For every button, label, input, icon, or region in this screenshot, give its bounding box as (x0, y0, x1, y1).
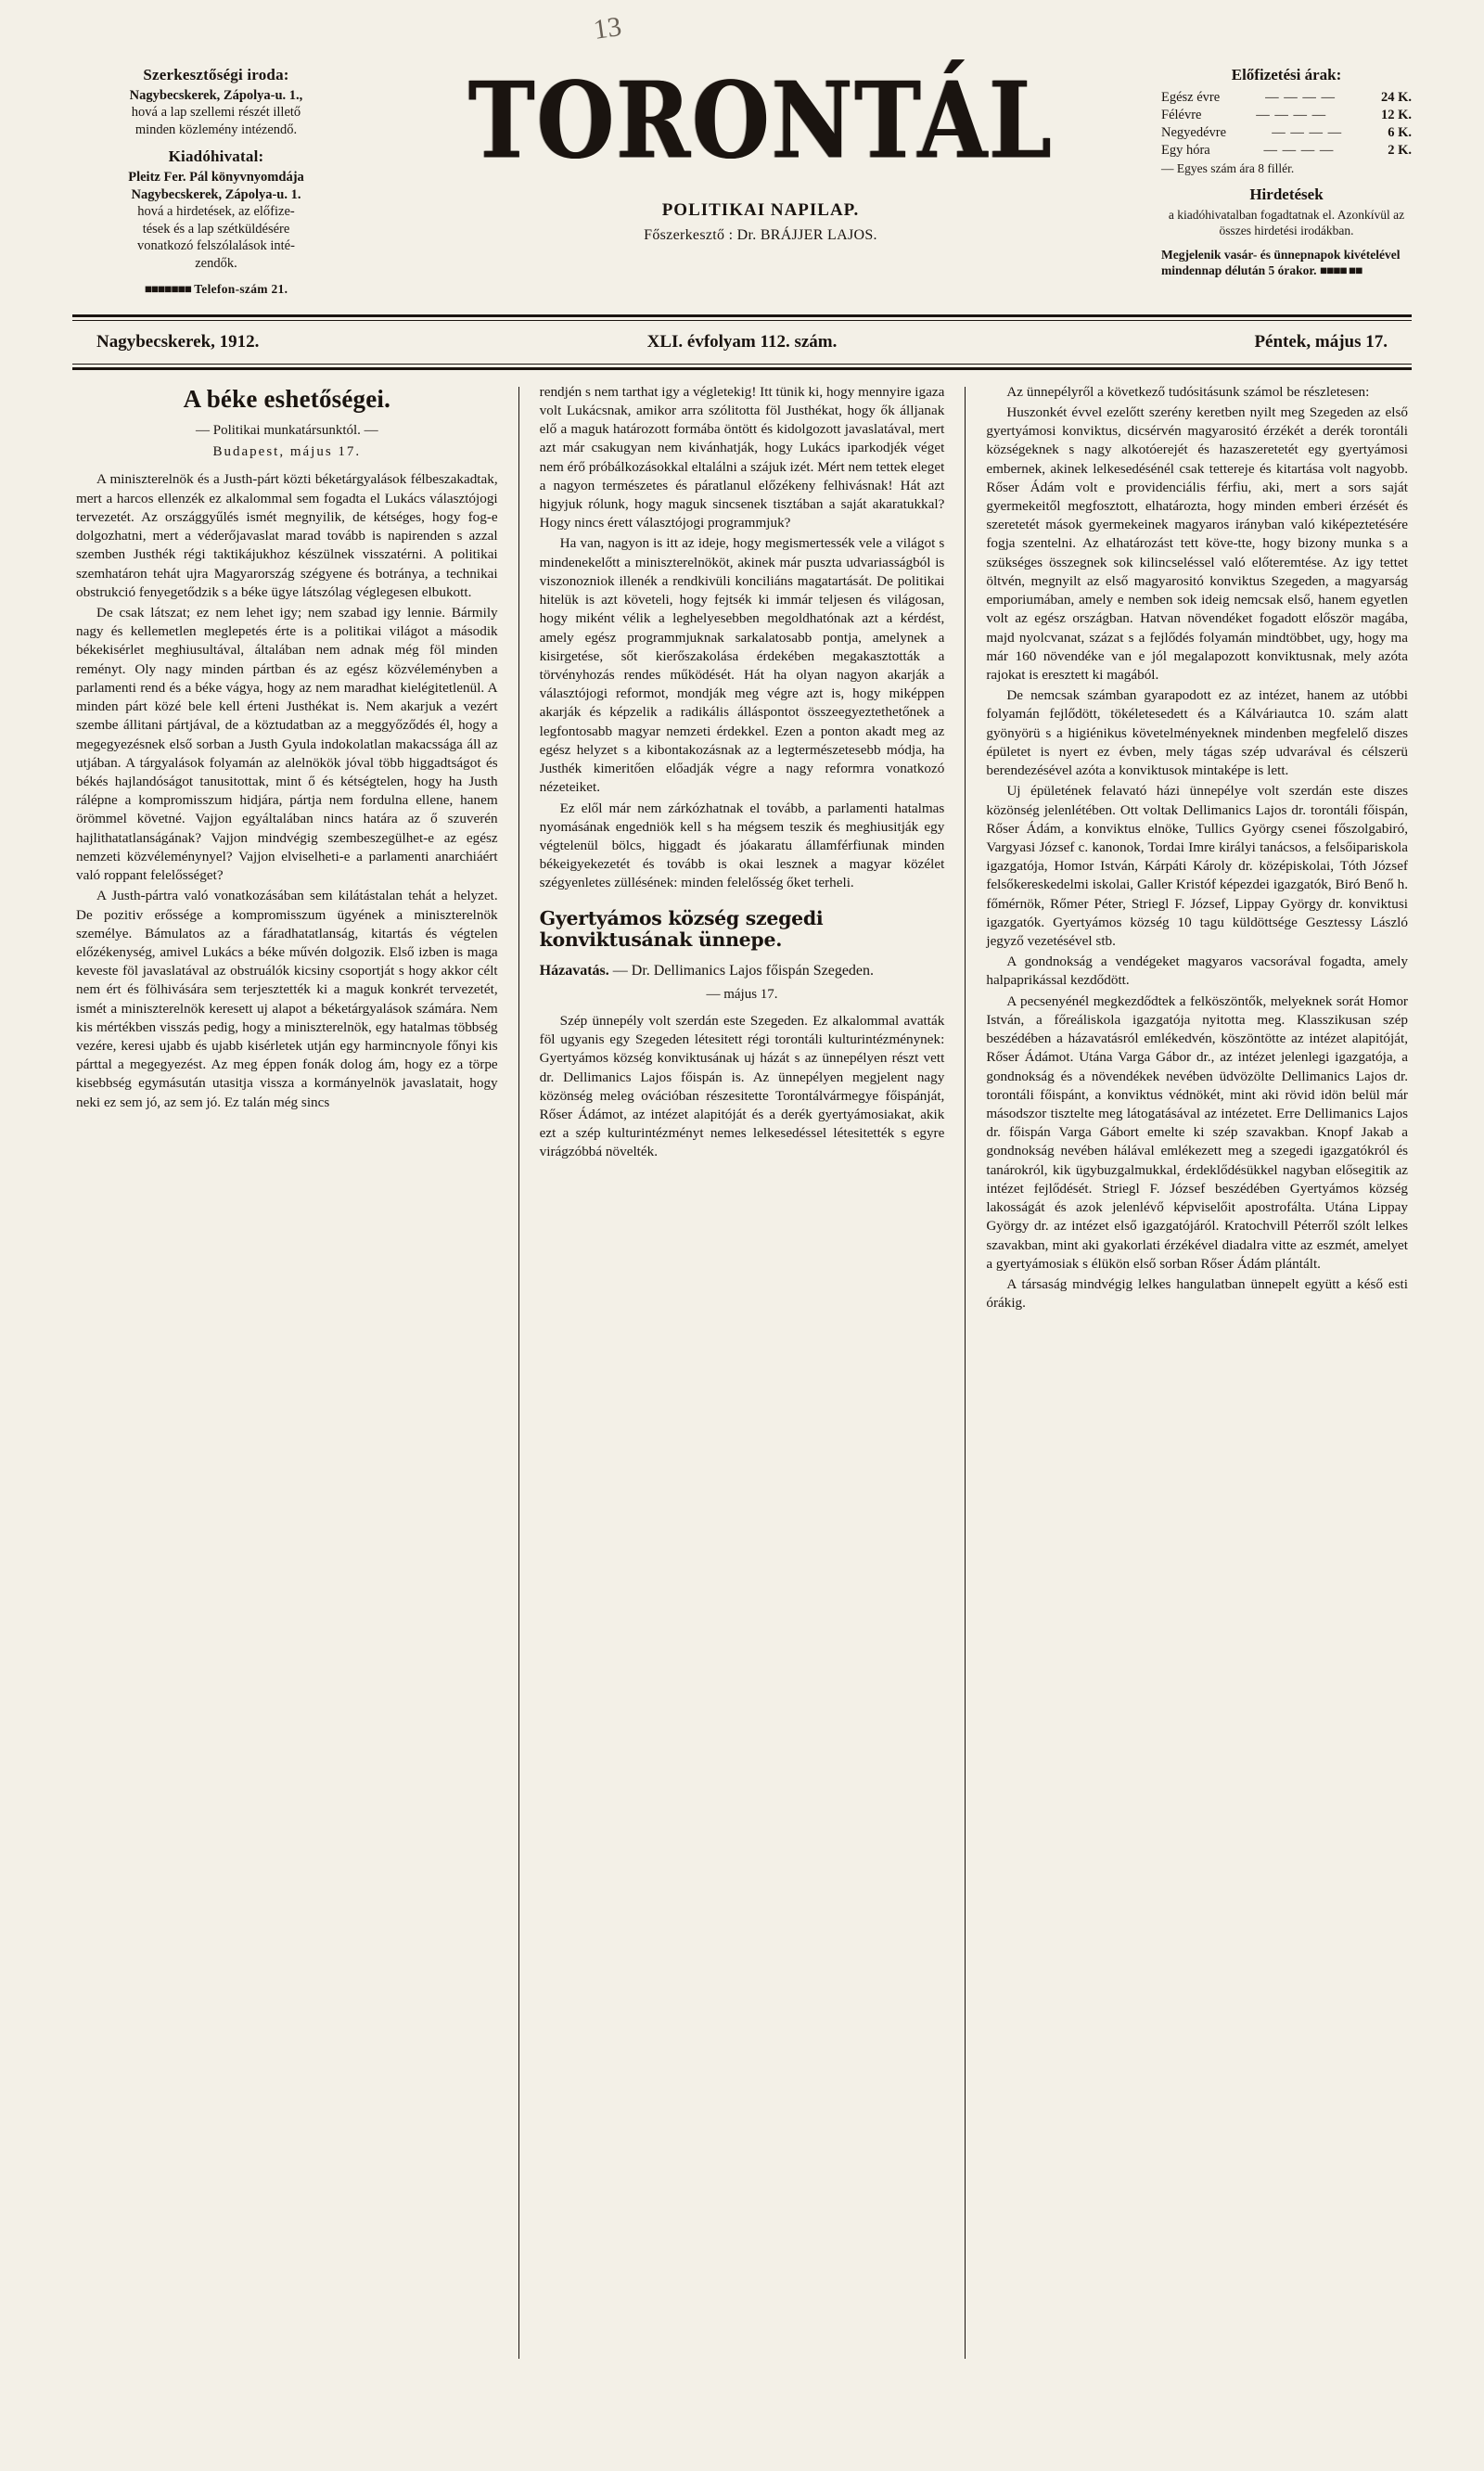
price-row (1161, 124, 1412, 142)
publishing-schedule-note (1161, 248, 1412, 279)
editorial-office-title: Szerkesztőségi iroda: (143, 66, 289, 83)
price-dash: — — — — (1272, 124, 1343, 140)
single-copy-price: — Egyes szám ára 8 fillér. (1161, 161, 1295, 176)
issue-divider-thin (72, 364, 1412, 365)
price-label: Félévre (1161, 107, 1202, 122)
article-title: A béke eshetőségei. (183, 384, 391, 413)
price-label: Egy hóra (1161, 142, 1210, 158)
price-label: Negyedévre (1161, 124, 1227, 140)
article2-lead-rest: — Dr. Dellimanics Lajos főispán Szegeden. (608, 962, 875, 979)
article2-lead-bold: Házavatás. (539, 962, 609, 979)
masthead-left-info (72, 65, 360, 298)
price-amount: 2 K. (1388, 142, 1412, 158)
column-1 (72, 383, 518, 2368)
masthead-right-info (1161, 65, 1412, 279)
article-paragraph: Huszonkét évvel ezelőtt szerény keretben nyilt meg Szegeden az első gyertyámosi konviktus, dicsérvén magyarositó érzékét a derék torontáli községeknek s nagy alkotóerejét és hazaszeretetét egy gyertyámosi embernek, akinek lelkesedésénél csak tettereje és kitartása volt nagyobb. Rőser Ádám volt e providenciális férfiu, aki, mert a sors saját gyermekeitől megfosztott, elhatározta, hogy minden emberi érzését és szeretetét mások gyermekeinek magyaros irányban való kiképeztetésére fogja szentelni. Az elhatározást tett köve-tte, hogy bizony munka s a szükséges összegnek sok kilincseléssel való előteremtése. Az igy tettet öltvén, megnyilt az első magyarositó konviktus Szegeden, a magyarság emporiumában, amely e nemben sok ideig nemcsak első, hanem egyetlen volt az egész országban. Hatvan növendéket fogadott először magába, majd nyolcvanat, százat s a fejlődés folyamán mindtöbbet, ugy, hogy ma már 160 növendéke van e jól megalapozott konviktusnak, mely azóta rajokat is eresztett ki magából. (986, 403, 1408, 683)
column-3 (966, 383, 1412, 2368)
editorial-office-line-3: minden közlemény intézendő. (134, 122, 298, 137)
publishing-office-line-5: vonatkozó felszólalások inté- (137, 238, 295, 254)
price-row (1161, 89, 1412, 107)
article-paragraph: Az ünnepélyről a következő tudósitásunk számol be részletesen: (1006, 383, 1370, 400)
editorial-office-line-2: hová a lap szellemi részét illető (131, 105, 301, 121)
price-amount: 6 K. (1388, 124, 1412, 140)
advertisements-text: a kiadóhivatalban fogadtatnak el. Azonkívül az összes hirdetési irodákban. (1168, 208, 1405, 237)
newspaper-logo: TORONTÁL (467, 58, 1054, 183)
article-paragraph: A Justh-pártra való vonatkozásában sem kilátástalan tehát a helyzet. De pozitiv erőssége a kompromisszum ügyének a miniszterelnök személye. Bámulatos az a fáradhatatlanság, kitartás és végtelen előzékenység, amivel Lukács a béke művén dolgozik. Első izben is maga keveste föl javaslatával az obstruálók kicsiny csoportját s hogy akkor célt nem ért és fölhivására sem terjesztették ki a maguk konkrét tervezetét, ismét a miniszterelnök keresett uj alapot a béketárgyalások számára. Nem kis mértékben visszás pedig, hogy a miniszterelnök, egy hatalmas többség vezére, keresi ujabb és ujabb kisérletek utján egy harmincnyole főnyi kis párttal a megegyezést. Az meg éppen fonák dolog ám, hogy ez a törpe kisebbség egymásután utasitja vissza a kormányelnök javaslatait, hogy neki ez sem jó, az sem jó. Ez talán még sincs (76, 888, 498, 1110)
issue-divider-thick (72, 367, 1412, 370)
price-amount: 24 K. (1380, 90, 1412, 106)
issue-place-year: Nagybecskerek, 1912. (96, 331, 260, 352)
price-label: Egész évre (1161, 90, 1221, 106)
article-paragraph: De nemcsak számban gyarapodott ez az intézet, hanem az utóbbi folyamán fejlődött, tökéletesedett és a Kálváriautca 10. szám alatt gyönyörü s a higiénikus követelményeknek mindenben megfelelő diszes épületet is nyert ez évben, mely tágas szép udvarával és célszerü berendezésével azóta a konviktusok mintaképe is lett. (986, 687, 1408, 779)
article-paragraph: De csak látszat; ez nem lehet igy; nem szabad igy lennie. Bármily nagy és kellemetlen meglepetés érte is a politikai világot a második békekisérlet meghiusultával, általában nem adnak még föl minden reményt. Oly nagy minden pártban és az egész közvéleményben a parlamenti rend és a béke vágya, hogy az nem maradhat kielégitetlenül. A minden párt közé bele kell érteni Justhékat is. Nem akarjuk a vezért szembe állitani pártjával, de a köztudatban az a meggyőződés él, hogy a megegyezésnek első sorban a Justh Gyula indokolatlan makacssága áll az utjában. A tárgyalások folyamán az alelnökök jóval több higgadtságot és békés hajlandóságot tanusitottak, mint ő és kétségtelen, hogy ha Justh rálépne a kompromisszum hidjára, pártja nem fordulna ellene, hanem örömmel követné. Vajjon egyáltalában nincs határa az ő szuverén hajlithatatlanságának? Vajjon mindvégig szembeszegülhet-e az egész nemzeti közvéleménynyel? Vajjon elviselheti-e a parlamenti anarchiáért való roppant felelősséget? (76, 605, 498, 884)
article-paragraph: A miniszterelnök és a Justh-párt közti béketárgyalások félbeszakadtak, mert a harcos ellenzék ez alkalommal sem fogadta el Lukács választójogi tervezetét. Az országgyűlés ismét megnyilik, de kétséges, hogy fog-e dolgozhatni, mert a véderőjavaslat marad tovább is napirenden s azzal szemben Justhék régi taktikájukhoz készülnek visszatérni. A politikai szemhatáron tehát ujra Magyarország szégyene és botránya, a technikai obstrukció fenyegetődzik s a béke ügye látszólag véglegesen elbukott. (76, 471, 498, 600)
article-paragraph: Szép ünnepély volt szerdán este Szegeden. Ez alkalommal avatták föl ugyanis egy Szegeden létesitett régi torontáli kulturintézménynek: Gyertyámos község konviktusának uj házát s az ünnepélyen részt vett dr. Dellimanics Lajos főispán is. Az ünnepélyen megjelent nagy közönség meleg ovációban részesitette Torontálvármegye főispánját, Rőser Ádámot, az intézet alapitóját és a derék gyertyámosiakat, akik ezt a szép kulturintézményt nemes lelkesedéssel létesitették s egyre virágzóbbá növelték. (539, 1012, 945, 1160)
editorial-office (72, 65, 360, 138)
article-paragraph: Uj épületének felavató házi ünnepélye volt szerdán este diszes közönség jelenlétében. Ott voltak Dellimanics Lajos dr. torontáli főispán, Rőser Ádám, a konviktus elnöke, Tullics György csenei főszolgabiró, Vargyasi József c. kanonok, Tordai Imre királyi tanácsos, a felsőipariskola igazgatója, Homor István, Kárpáti Károly dr. középiskolai, Tóth József felsőkereskedelmi iskolai, Galler Kristóf képezdei igazgatók, Biró Benő h. főmérnök, Rőmer Péter, Striegl F. József, Lippay György dr. konviktusi igazgatók. Gyertyámos község 10 tagu küldöttsége Gesztessy László jegyző vezetésével stb. (986, 783, 1408, 950)
article-paragraph: rendjén s nem tarthat igy a végletekig! Itt tünik ki, hogy mennyire igaza volt Lukácsnak, amikor arra szólitotta föl Justhékat, hogy ők álljanak elő a maguk határozott formába öntött és kidolgozott javaslatával, mert azt már csakugyan nem kivánhatják, hogy Lukács iparkodjék véget nem érő próbálkozásokkal eltalálni a szájuk izét. Mért nem tettek eleget a nagyon természetes és páratlanul előzékeny felhivásnak! Hát azt higyjuk rólunk, hogy maguk sincsenek tisztában a saját akaratukkal? Hogy nincs érett választójogi programmjuk? (539, 383, 945, 531)
decorative-dots-icon: ■■■■ ■■ (1319, 262, 1362, 277)
publishing-office-line-3: hová a hirdetések, az előfize- (137, 204, 295, 220)
telephone-line (72, 281, 360, 297)
advertisements-title: Hirdetések (1249, 186, 1324, 204)
subscription-title: Előfizetési árak: (1231, 66, 1342, 83)
telephone-number: Telefon-szám 21. (194, 282, 288, 297)
masthead-center (360, 58, 1161, 244)
article-paragraph: Ha van, nagyon is itt az ideje, hogy megismertessék vele a világot s mindenekelőtt a miniszterelnököt, akinek már puszta udvariasságból is viszonozniok illenék a rendkivüli konciliáns magatartását. De politikai hitelük is azt követeli, hogy fejtsék ki immár teljesen és világosan, hogy miként vélik a leghelyesebben megoldhatónak azt a kérdést, amely egész programmjuknak sarkalatosabb pontja, amelynek a kisirgetése, sőt kierőszakolása érdekében megakasztották a törvényhozás rendes működését. Hát ha olyan nagyon akarják a választójogi reformot, mondják meg végre azt is, hogy miképpen akarják és képzelik a radikális álláspontot összeegyeztethetőnek a legfontosabb magyar nemzeti érdekkel. Ezen a ponton akadt meg az egész helyzet s a kibontakozásnak az a legtermészetesebb módja, ha Justhék kimeritően előadják végre a nagy reformra vonatkozó nézeteiket. (539, 535, 945, 796)
issue-volume-number: XLI. évfolyam 112. szám. (646, 331, 838, 352)
masthead-divider-thick (72, 314, 1412, 317)
handwritten-annotation: 13 (591, 11, 624, 45)
masthead (72, 37, 1412, 298)
publishing-office-line-6: zendők. (195, 255, 237, 271)
decorative-dots-icon: ■■■■■■■ (144, 282, 191, 297)
price-amount: 12 K. (1380, 107, 1412, 122)
issue-bar (72, 321, 1412, 364)
article2-heading: Gyertyámos község szegedi konviktusának ünnepe. (539, 906, 824, 952)
newspaper-subtitle: POLITIKAI NAPILAP. (661, 200, 860, 220)
price-row (1161, 142, 1412, 160)
article-subtitle: — Politikai munkatársunktól. — (196, 422, 378, 438)
article-paragraph: A pecsenyénél megkezdődtek a felköszöntők, melyeknek sorát Homor István, a főreáliskola igazgatója nyitotta meg. Klasszikusan szép beszédében a házavatásról emlékedvén, köszöntötte az intézet alapitóját, Rőser Ádámot. Utána Varga Gábor dr., az intézet jelenlegi igazgatója, a gondnokság és a növendékek nevében üdvözölte Dellimanics Lajos dr. torontáli főispánt, a konviktus védnökét, mint aki rövid idön belül már másodszor tisztelte meg látogatásával az intézetet. Erre Dellimanics Lajos dr. főispán Varga Gábort emelte ki szép szavakban. Knopf Jakab a gondnokság nevében hálával emlékezett meg a szegedi igazgatókról és tanárokról, kik ügybuzgalmukkal, érdeklődésükkel nagyban elősegitik az intézet fejlődését. Striegl F. József beszédében Gyertyámos község lakosságát és azok jelenlévő képviselőit apostrofálta. Utána Lippay György dr. az intézet első igazgatójáról. Kratochvill Péterről szólt lelkes szavakban, mint aki gyakorlati érzékével diadalra vitte az eszmét, amelyet a gyertyámosiak s élükön első sorban Rőser Ádám plántált. (986, 992, 1408, 1272)
price-dash: — — — — (1263, 142, 1335, 158)
article-paragraph: Ez elől már nem zárkózhatnak el tovább, a parlamenti hatalmas nyomásának engedniök kell s ha mégsem teszik és meghiusitják egy végtelenül bölcs, higgadt és jóakaratu államférfiunak minden békeigyekezetét és tovább is okai lesznek a magyar közélet szégyenletes züllésének: minden felelősség őket terheli. (539, 800, 945, 891)
price-dash: — — — — (1256, 107, 1327, 122)
article2-lead (540, 961, 945, 980)
issue-date: Péntek, május 17. (1254, 331, 1388, 352)
article-paragraph: A társaság mindvégig lelkes hangulatban ünnepelt együtt a késő esti órákig. (986, 1275, 1408, 1312)
column-2 (519, 383, 966, 2368)
article-dateline: Budapest, május 17. (212, 443, 362, 459)
price-row (1161, 107, 1412, 124)
publishing-office-line-1: Pleitz Fer. Pál könyvnyomdája (128, 170, 304, 186)
price-dash: — — — — (1265, 90, 1337, 106)
article-columns (72, 383, 1412, 2368)
publishing-office (72, 147, 360, 272)
publishing-office-title: Kiadóhivatal: (168, 147, 264, 166)
article-paragraph: A gondnokság a vendégeket magyaros vacsorával fogadta, amely halpaprikással kezdődött. (986, 954, 1408, 989)
publishing-office-line-4: tések és a lap szétküldésére (142, 221, 290, 237)
editorial-office-line-1: Nagybecskerek, Zápolya-u. 1., (129, 87, 303, 103)
editor-in-chief: Főszerkesztő : Dr. BRÁJJER LAJOS. (644, 227, 877, 243)
article2-dateline: — május 17. (706, 986, 778, 1002)
publishing-office-line-2: Nagybecskerek, Zápolya-u. 1. (131, 186, 301, 202)
publishing-schedule-text: Megjelenik vasár- és ünnepnapok kivételével mindennap délután 5 órakor. (1161, 247, 1401, 277)
